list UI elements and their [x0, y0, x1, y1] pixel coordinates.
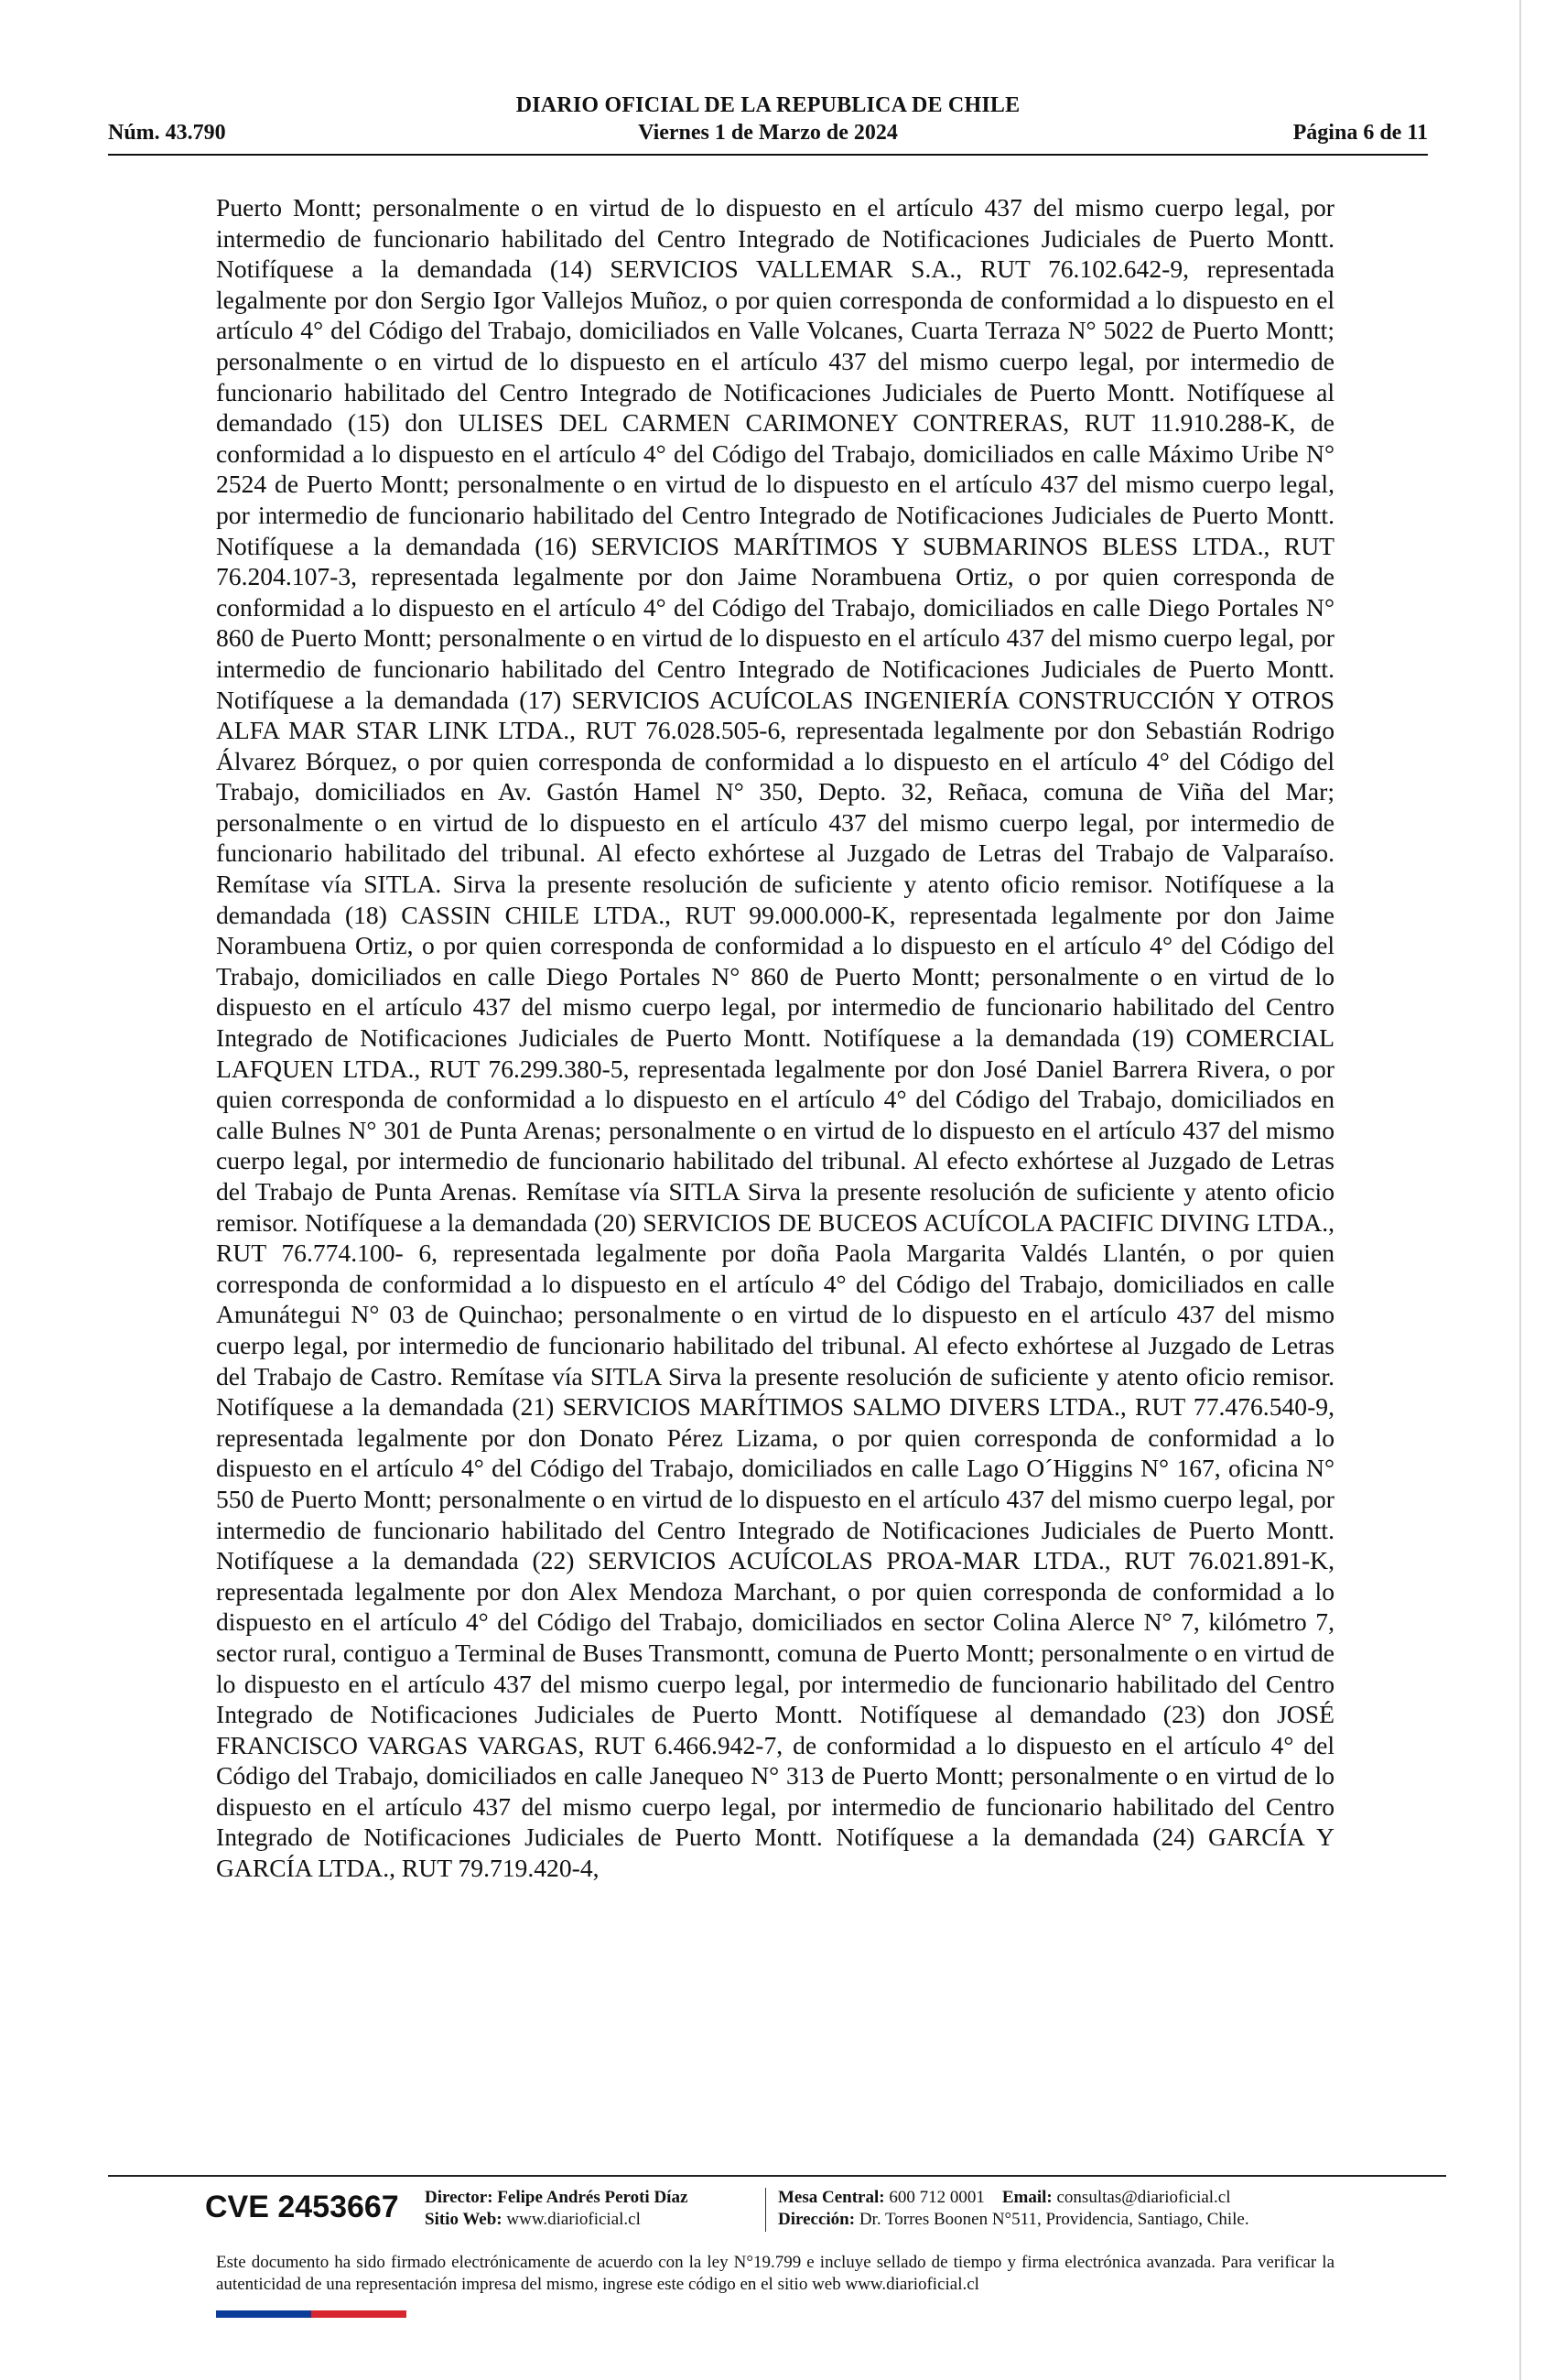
issue-date: Viernes 1 de Marzo de 2024 — [638, 121, 898, 145]
phone-number: 600 712 0001 — [889, 2188, 985, 2207]
flag-blue-segment — [216, 2310, 311, 2318]
address-value: Dr. Torres Boonen N°511, Providencia, Santiago, Chile. — [859, 2210, 1249, 2229]
director-label: Director: — [425, 2188, 493, 2207]
email-link[interactable]: consultas@diarioficial.cl — [1056, 2188, 1231, 2207]
address-label: Dirección: — [778, 2210, 856, 2229]
page-edge — [1519, 0, 1521, 2380]
body-text: Puerto Montt; personalmente o en virtud de lo dispuesto en el artículo 437 del mismo cuerpo legal, por intermedio de funcionario habilitado del Centro Integrado de Notificaciones Judiciales de Puerto Montt. Notifíquese a la demandada (14) SERVICIOS VALLEMAR S.A., RUT 76.102.642-9, representada legalmente por don Sergio Igor Vallejos Muñoz, o por quien corresponda de conformidad a lo dispuesto en el artículo 4° del Código del Trabajo, domiciliados en Valle Volcanes, Cuarta Terraza N° 5022 de Puerto Montt; personalmente o en virtud de lo dispuesto en el artículo 437 del mismo cuerpo legal, por intermedio de funcionario habilitado del Centro Integrado de Notificaciones Judiciales de Puerto Montt. Notifíquese al demandado (15) don ULISES DEL CARMEN CARIMONEY CONTRERAS, RUT 11.910.288-K, de conformidad a lo dispuesto en el artículo 4° del Código del Trabajo, domiciliados en calle Máximo Uribe N° 2524 de Puerto Montt; personalmente o en virtud de lo dispuesto en el artículo 437 del mismo cuerpo legal, por intermedio de funcionario habilitado del Centro Integrado de Notificaciones Judiciales de Puerto Montt. Notifíquese a la demandada (16) SERVICIOS MARÍTIMOS Y SUBMARINOS BLESS LTDA., RUT 76.204.107-3, representada legalmente por don Jaime Norambuena Ortiz, o por quien corresponda de conformidad a lo dispuesto en el artículo 4° del Código del Trabajo, domiciliados en calle Diego Portales N° 860 de Puerto Montt; personalmente o en virtud de lo dispuesto en el artículo 437 del mismo cuerpo legal, por intermedio de funcionario habilitado del Centro Integrado de Notificaciones Judiciales de Puerto Montt. Notifíquese a la demandada (17) SERVICIOS ACUÍCOLAS INGENIERÍA CONSTRUCCIÓN Y OTROS ALFA MAR STAR LINK LTDA., RUT 76.028.505-6, representada legalmente por don Sebastián Rodrigo Álvarez Bórquez, o por quien corresponda de conformidad a lo dispuesto en el artículo 4° del Código del Trabajo, domiciliados en Av. Gastón Hamel N° 350, Depto. 32, Reñaca, comuna de Viña del Mar; personalmente o en virtud de lo dispuesto en el artículo 437 del mismo cuerpo legal, por intermedio de funcionario habilitado del tribunal. Al efecto exhórtese al Juzgado de Letras del Trabajo de Valparaíso. Remítase vía SITLA. Sirva la presente resolución de suficiente y atento oficio remisor. Notifíquese a la demandada (18) CASSIN CHILE LTDA., RUT 99.000.000-K, representada legalmente por don Jaime Norambuena Ortiz, o por quien corresponda de conformidad a lo dispuesto en el artículo 4° del Código del Trabajo, domiciliados en calle Diego Portales N° 860 de Puerto Montt; personalmente o en virtud de lo dispuesto en el artículo 437 del mismo cuerpo legal, por intermedio de funcionario habilitado del Centro Integrado de Notificaciones Judiciales de Puerto Montt. Notifíquese a la demandada (19) COMERCIAL LAFQUEN LTDA., RUT 76.299.380-5, representada legalmente por don José Daniel Barrera Rivera, o por quien corresponda de conformidad a lo dispuesto en el artículo 4° del Código del Trabajo, domiciliados en calle Bulnes N° 301 de Punta Arenas; personalmente o en virtud de lo dispuesto en el artículo 437 del mismo cuerpo legal, por intermedio de funcionario habilitado del tribunal. Al efecto exhórtese al Juzgado de Letras del Trabajo de Punta Arenas. Remítase vía SITLA Sirva la presente resolución de suficiente y atento oficio remisor. Notifíquese a la demandada (20) SERVICIOS DE BUCEOS ACUÍCOLA PACIFIC DIVING LTDA., RUT 76.774.100- 6, representada legalmente por doña Paola Margarita Valdés Llantén, o por quien corresponda de conformidad a lo dispuesto en el artículo 4° del Código del Trabajo, domiciliados en calle Amunátegui N° 03 de Quinchao; personalmente o en virtud de lo dispuesto en el artículo 437 del mismo cuerpo legal, por intermedio de funcionario habilitado del tribunal. Al efecto exhórtese al Juzgado de Letras del Trabajo de Castro. Remítase vía SITLA Sirva la presente resolución de suficiente y atento oficio remisor. Notifíquese a la demandada (21) SERVICIOS MARÍTIMOS SALMO DIVERS LTDA., RUT 77.476.540-9, representada legalmente por don Donato Pérez Lizama, o por quien corresponda de conformidad a lo dispuesto en el artículo 4° del Código del Trabajo, domiciliados en calle Lago O´Higgins N° 167, oficina N° 550 de Puerto Montt; personalmente o en virtud de lo dispuesto en el artículo 437 del mismo cuerpo legal, por intermedio de funcionario habilitado del Centro Integrado de Notificaciones Judiciales de Puerto Montt. Notifíquese a la demandada (22) SERVICIOS ACUÍCOLAS PROA-MAR LTDA., RUT 76.021.891-K, representada legalmente por don Alex Mendoza Marchant, o por quien corresponda de conformidad a lo dispuesto en el artículo 4° del Código del Trabajo, domiciliados en sector Colina Alerce N° 7, kilómetro 7, sector rural, contiguo a Terminal de Buses Transmontt, comuna de Puerto Montt; personalmente o en virtud de lo dispuesto en el artículo 437 del mismo cuerpo legal, por intermedio de funcionario habilitado del Centro Integrado de Notificaciones Judiciales de Puerto Montt. Notifíquese al demandado (23) don JOSÉ FRANCISCO VARGAS VARGAS, RUT 6.466.942-7, de conformidad a lo dispuesto en el artículo 4° del Código del Trabajo, domiciliados en calle Janequeo N° 313 de Puerto Montt; personalmente o en virtud de lo dispuesto en el artículo 437 del mismo cuerpo legal, por intermedio de funcionario habilitado del Centro Integrado de Notificaciones Judiciales de Puerto Montt. Notifíquese a la demandada (24) GARCÍA Y GARCÍA LTDA., RUT 79.719.420-4, — [216, 193, 1334, 1883]
email-label: Email: — [1001, 2188, 1053, 2207]
flag-red-segment — [311, 2310, 406, 2318]
issue-number: Núm. 43.790 — [108, 121, 226, 145]
footer-separator — [765, 2188, 766, 2232]
legal-notice: Este documento ha sido firmado electrónicamente de acuerdo con la ley N°19.799 e incluye sellado de tiempo y firma electrónica avanzada. Para verificar la autenticidad de una representación impresa del mismo, ingrese este código en el sitio web www.diarioficial.cl — [216, 2253, 1334, 2294]
header-divider — [108, 154, 1428, 156]
cve-code: CVE 2453667 — [205, 2190, 399, 2224]
publication-title: DIARIO OFICIAL DE LA REPUBLICA DE CHILE — [515, 93, 1021, 117]
page-indicator: Página 6 de 11 — [1292, 121, 1428, 145]
footer-director-block — [425, 2187, 687, 2231]
website-link[interactable]: www.diarioficial.cl — [506, 2210, 641, 2229]
chile-flag-stripe — [216, 2310, 406, 2318]
director-name: Felipe Andrés Peroti Díaz — [497, 2188, 688, 2207]
website-label: Sitio Web: — [425, 2210, 502, 2229]
phone-label: Mesa Central: — [778, 2188, 885, 2207]
footer-contact-block — [778, 2187, 1249, 2231]
page-header — [108, 92, 1428, 156]
footer-divider — [108, 2175, 1446, 2177]
